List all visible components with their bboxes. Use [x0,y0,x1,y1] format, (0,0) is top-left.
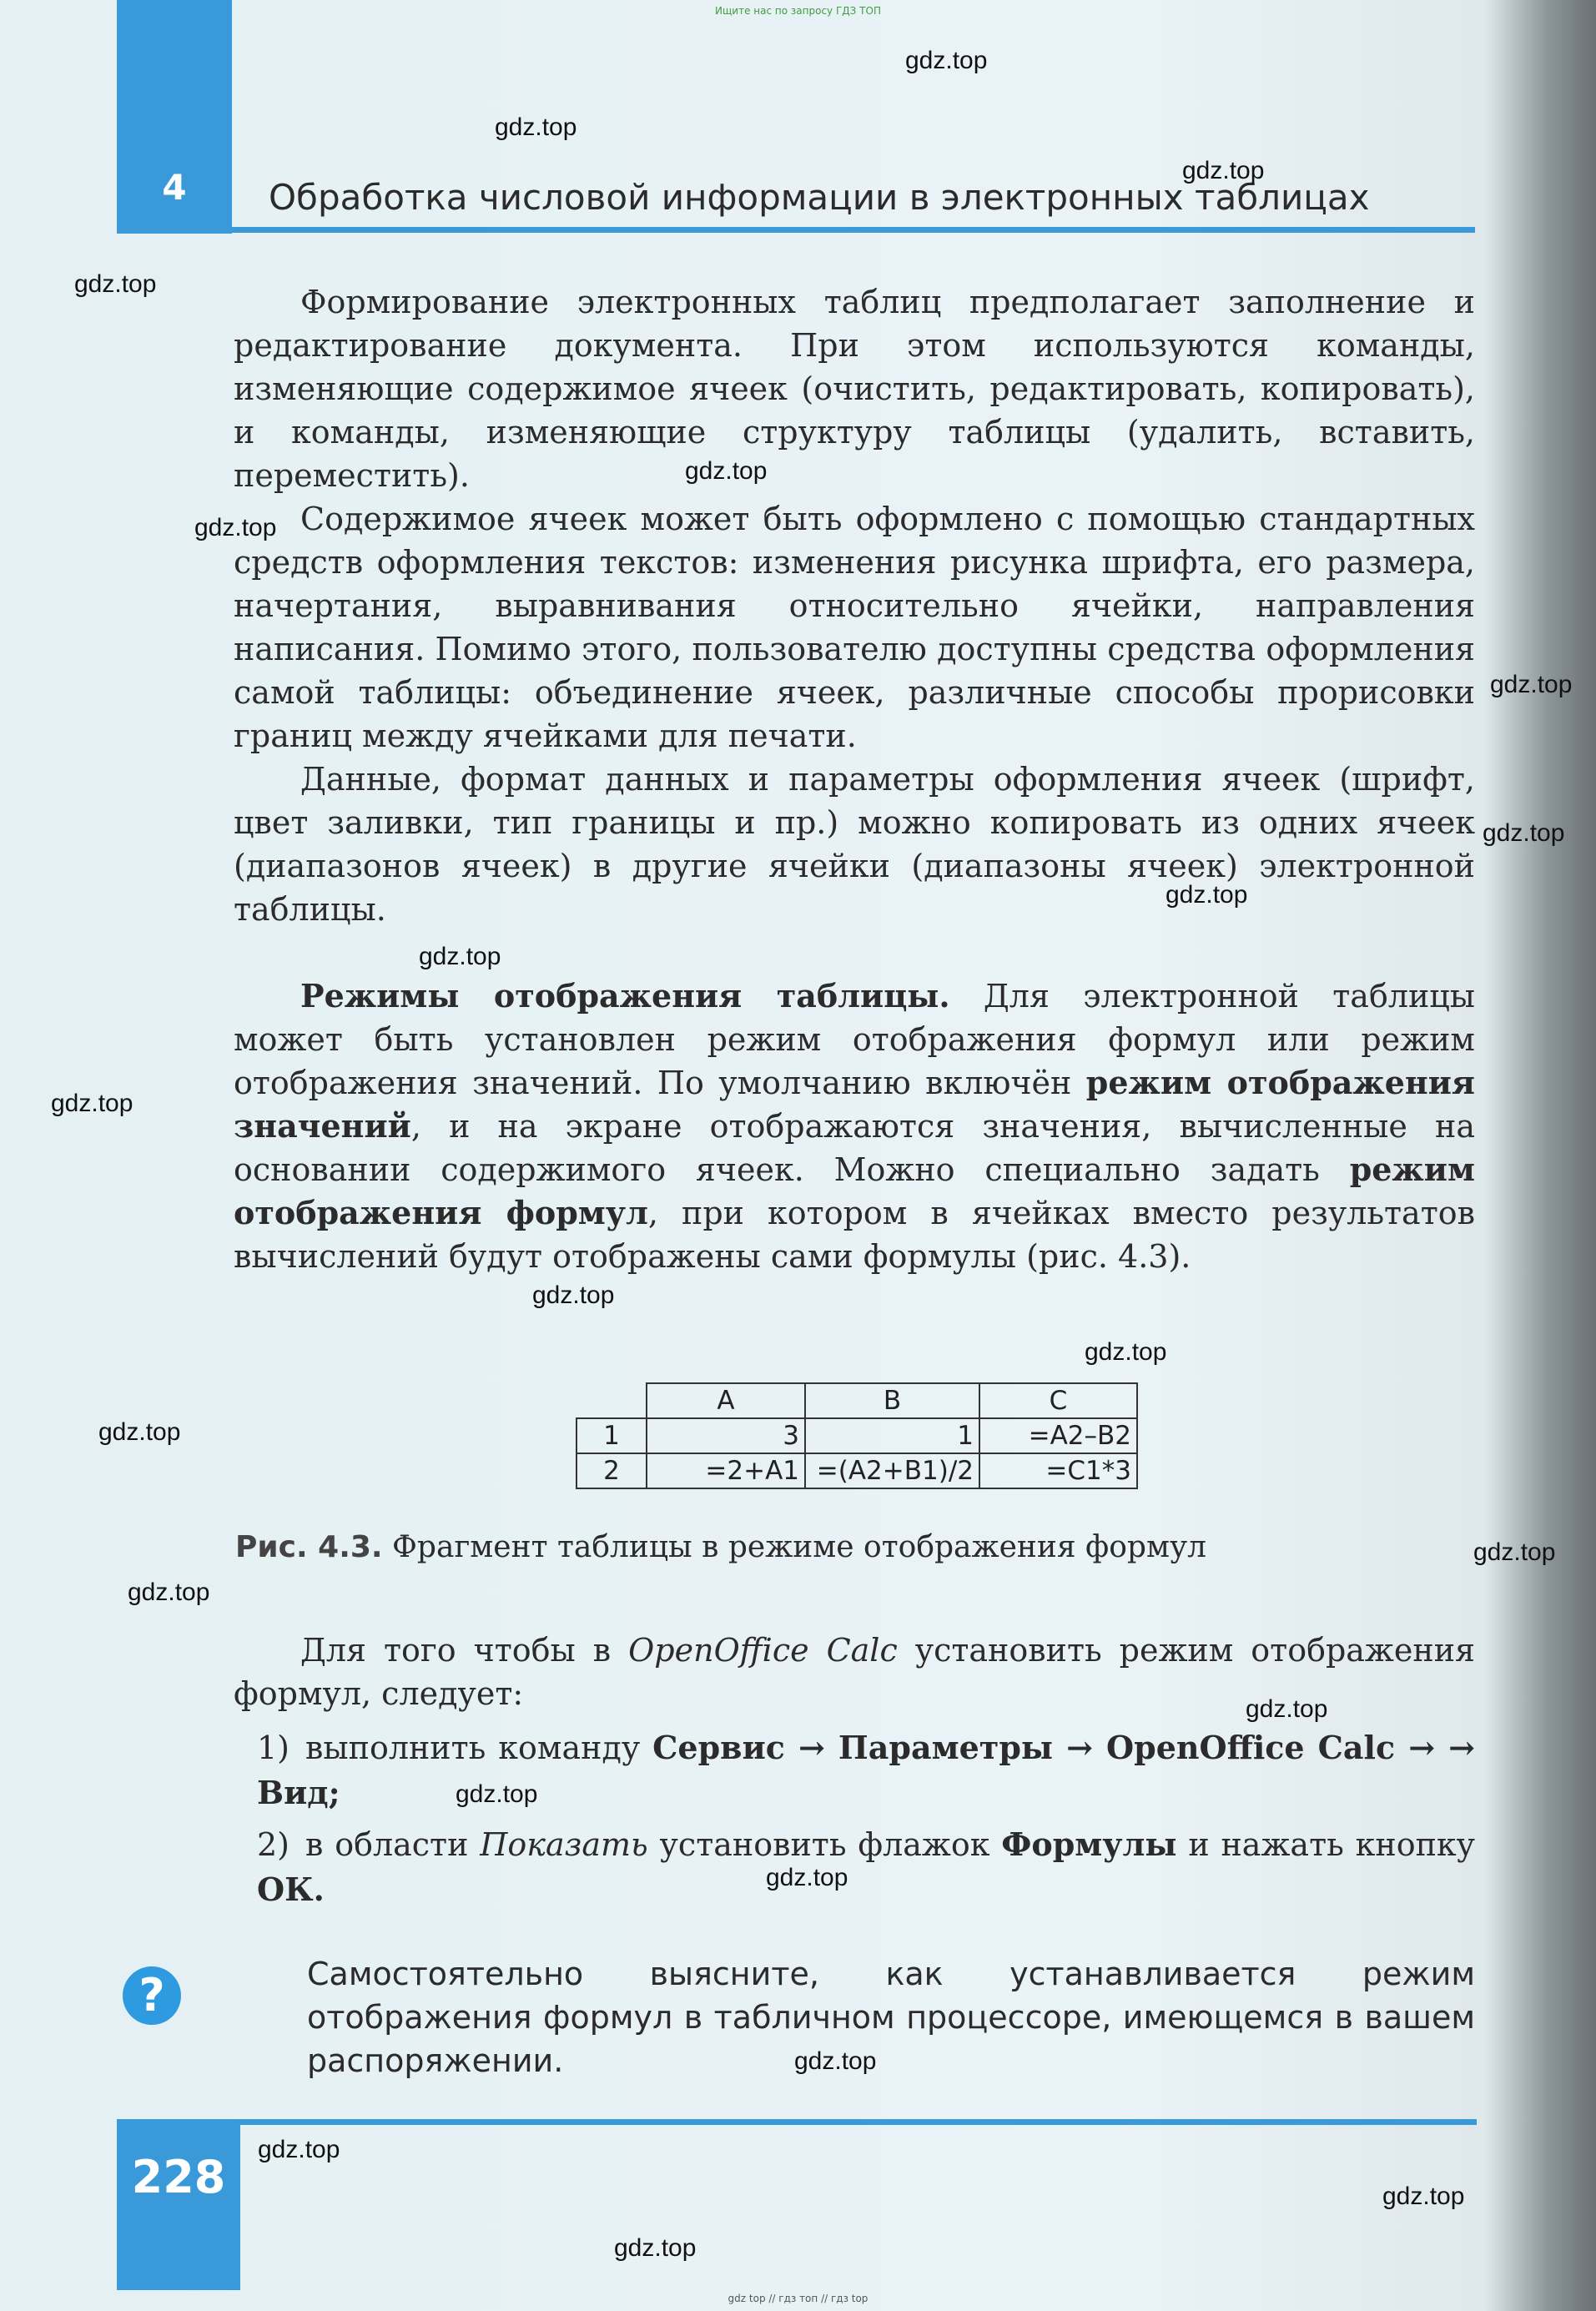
watermark-text: gdz.top [98,1418,181,1446]
watermark-text: gdz.top [194,514,277,541]
step-text: и нажать кнопку [1176,1826,1476,1863]
howto-text: Для того чтобы в [300,1632,629,1669]
watermark-text: gdz.top [1246,1695,1328,1723]
watermark-text: gdz.top [532,1281,615,1309]
watermark-text: gdz.top [1490,671,1573,698]
step-text: в области [305,1826,481,1863]
row-header: 1 [576,1418,647,1453]
step-number: 1) [257,1729,290,1766]
step-text: установить флажок [647,1826,1002,1863]
watermark-text: gdz.top [1382,2183,1465,2210]
row-header: 2 [576,1453,647,1488]
paragraph-forming [234,280,1475,497]
modes-text: , при котором в ячейках вместо результатов вычислений будут отображены сами формулы (рис. 4.3). [234,1195,1475,1275]
step-text: выполнить команду [305,1729,653,1766]
watermark-text: gdz.top [456,1780,538,1808]
watermark-text: gdz.top [905,47,988,74]
table-cell: =2+A1 [647,1453,805,1488]
watermark-text: gdz.top [1085,1338,1167,1366]
table-cell: 3 [647,1418,805,1453]
watermark-text: gdz.top [1483,819,1565,847]
table-cell: =C1*3 [979,1453,1137,1488]
area-name: Показать [480,1826,648,1863]
paragraph-formatting [234,497,1475,758]
footer-block [117,2123,240,2290]
paragraph-copying [234,758,1475,931]
question-icon: ? [123,1966,181,2025]
watermark-text: gdz.top [766,1864,848,1891]
list-item-step-1 [257,1725,1475,1815]
page-number: 228 [131,2151,226,2203]
figure-formula-table [576,1382,1138,1489]
watermark-text: gdz.top [51,1090,133,1117]
formulas-mode-term: режим отображения формул [234,1150,1475,1231]
watermark-text: gdz.top [1182,157,1265,184]
app-name: OpenOffice Calc [628,1632,898,1669]
table-cell: 1 [805,1418,979,1453]
howto-text: установить режим отображения формул, следует: [234,1632,1476,1712]
table-row [576,1453,1137,1488]
chapter-title: Обработка числовой информации в электронных таблицах [269,177,1370,218]
values-mode-term: режим отображения значений [234,1064,1476,1145]
watermark-text: gdz.top [258,2136,340,2163]
modes-heading: Режимы отображения таблицы. [300,977,950,1015]
table-cell: =A2–B2 [979,1418,1137,1453]
watermark-text: gdz.top [685,457,768,485]
watermark-text: gdz.top [128,1578,210,1606]
modes-text: Для электронной таблицы может быть установлен режим отображения формул или режим отображения значений. По умолчанию включён [234,978,1475,1101]
footer-rule [117,2119,1477,2125]
table-row [576,1418,1137,1453]
watermark-text: gdz.top [1166,881,1248,909]
top-notice: Ищите нас по запросу ГДЗ ТОП [715,5,881,17]
caption-label: Рис. 4.3. [235,1530,383,1564]
checkbox-name: Формулы [1001,1825,1177,1863]
modes-text: , и на экране отображаются значения, вычисленные на основании содержимого ячеек. Можно специально задать [234,1108,1475,1188]
watermark-text: gdz.top [74,270,157,298]
figure-caption [235,1530,1206,1564]
button-name: ОК. [257,1870,325,1908]
chapter-number: 4 [162,167,187,208]
watermark-text: gdz.top [794,2047,877,2075]
table-header-row [576,1383,1137,1418]
corner-cell [576,1383,647,1418]
menu-path: Сервис → Параметры → OpenOffice Calc → → Вид; [257,1729,1475,1811]
watermark-text: gdz.top [614,2234,697,2262]
watermark-text: gdz.top [419,943,501,970]
list-item-step-2 [257,1822,1475,1912]
column-header: B [805,1383,979,1418]
paragraph-text: Формирование электронных таблиц предполагает заполнение и редактирование документа. При этом используются команды, изменяющие содержимое ячеек (очистить, редактировать, копировать), и команды, изменяющие структуру таблицы (удалить, вставить, переместить). [234,284,1475,494]
column-header: A [647,1383,805,1418]
bottom-notice: gdz top // гдз топ // гдз top [728,2293,868,2304]
caption-text: Фрагмент таблицы в режиме отображения формул [382,1530,1207,1564]
watermark-text: gdz.top [1473,1538,1556,1566]
self-study-task: Самостоятельно выясните, как устанавливается режим отображения формул в табличном процессоре, имеющемся в вашем распоряжении. [307,1956,1475,2079]
step-number: 2) [257,1826,290,1863]
table-cell: =(A2+B1)/2 [805,1453,979,1488]
paragraph-display-modes [234,974,1475,1278]
watermark-text: gdz.top [495,113,577,141]
column-header: C [979,1383,1137,1418]
paragraph-text: Данные, формат данных и параметры оформления ячеек (шрифт, цвет заливки, тип границы и пр.) можно копировать из одних ячеек (диапазонов ячеек) в другие ячейки (диапазоны ячеек) электронной таблицы. [234,761,1475,928]
paragraph-text: Содержимое ячеек может быть оформлено с помощью стандартных средств оформления текстов: изменения рисунка шрифта, его размера, начертания, выравнивания относительно ячейки, направления написания. Помимо этого, пользователю доступны средства оформления самой таблицы: объединение ячеек, различные способы прорисовки границ между ячейками для печати. [234,501,1475,754]
header-rule [117,227,1475,233]
